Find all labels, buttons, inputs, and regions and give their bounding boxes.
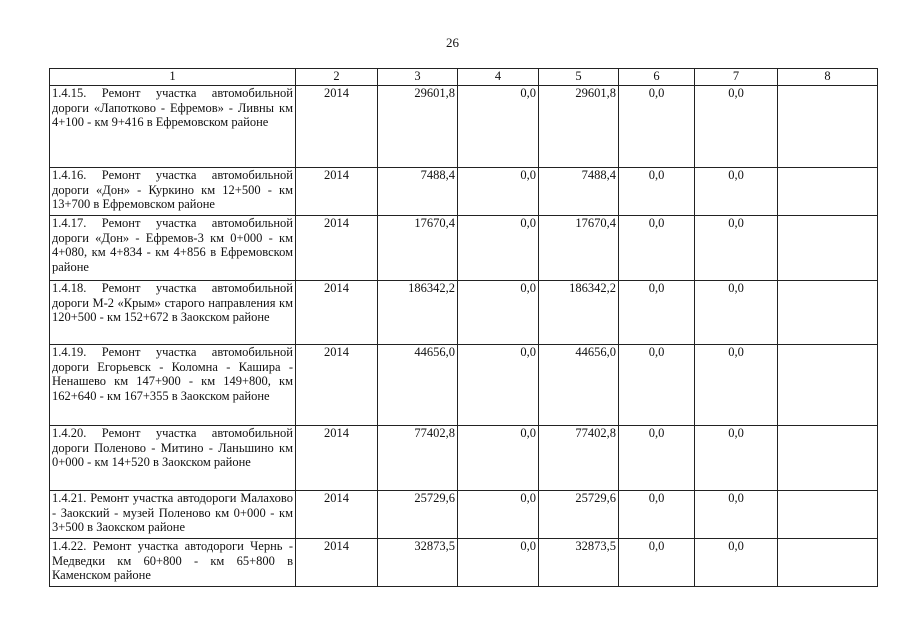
row-year: 2014 xyxy=(296,491,378,539)
program-table xyxy=(49,68,878,587)
row-col4: 0,0 xyxy=(458,491,539,539)
column-header-8: 8 xyxy=(778,69,878,86)
row-col3: 29601,8 xyxy=(378,86,458,168)
row-col8 xyxy=(778,168,878,216)
table-row xyxy=(50,86,878,168)
row-description: 1.4.22. Ремонт участка автодороги Чернь - Медведки км 60+800 - км 65+800 в Каменском районе xyxy=(50,539,296,587)
row-col7: 0,0 xyxy=(695,86,778,168)
row-col6: 0,0 xyxy=(619,281,695,345)
table-header-row xyxy=(50,69,878,86)
row-col3: 25729,6 xyxy=(378,491,458,539)
row-col7: 0,0 xyxy=(695,491,778,539)
row-col4: 0,0 xyxy=(458,539,539,587)
row-col8 xyxy=(778,345,878,426)
row-col6: 0,0 xyxy=(619,168,695,216)
row-col6: 0,0 xyxy=(619,491,695,539)
row-col4: 0,0 xyxy=(458,86,539,168)
row-year: 2014 xyxy=(296,426,378,491)
row-col3: 32873,5 xyxy=(378,539,458,587)
row-col8 xyxy=(778,426,878,491)
table-row xyxy=(50,281,878,345)
row-col5: 7488,4 xyxy=(539,168,619,216)
row-col7: 0,0 xyxy=(695,345,778,426)
row-col5: 25729,6 xyxy=(539,491,619,539)
row-col3: 77402,8 xyxy=(378,426,458,491)
row-col4: 0,0 xyxy=(458,168,539,216)
table-row xyxy=(50,539,878,587)
row-col5: 186342,2 xyxy=(539,281,619,345)
page-number: 26 xyxy=(446,35,459,50)
row-description: 1.4.20. Ремонт участка автомобильной дороги Поленово - Митино - Ланьшино км 0+000 - км 14+520 в Заокском районе xyxy=(50,426,296,491)
row-col4: 0,0 xyxy=(458,426,539,491)
table-row xyxy=(50,345,878,426)
column-header-4: 4 xyxy=(458,69,539,86)
row-col6: 0,0 xyxy=(619,345,695,426)
row-description: 1.4.15. Ремонт участка автомобильной дороги «Лапотково - Ефремов» - Ливны км 4+100 - км 9+416 в Ефремовском районе xyxy=(50,86,296,168)
row-col3: 7488,4 xyxy=(378,168,458,216)
row-col5: 17670,4 xyxy=(539,216,619,281)
row-col7: 0,0 xyxy=(695,216,778,281)
column-header-3: 3 xyxy=(378,69,458,86)
row-col7: 0,0 xyxy=(695,281,778,345)
row-col6: 0,0 xyxy=(619,539,695,587)
column-header-1: 1 xyxy=(50,69,296,86)
row-description: 1.4.19. Ремонт участка автомобильной дороги Егорьевск - Коломна - Кашира - Ненашево км 147+900 - км 149+800, км 162+640 - км 167+355 в Заокском районе xyxy=(50,345,296,426)
row-year: 2014 xyxy=(296,281,378,345)
row-year: 2014 xyxy=(296,539,378,587)
row-col8 xyxy=(778,491,878,539)
row-col4: 0,0 xyxy=(458,345,539,426)
row-col8 xyxy=(778,281,878,345)
row-col5: 44656,0 xyxy=(539,345,619,426)
row-col4: 0,0 xyxy=(458,216,539,281)
table-row xyxy=(50,216,878,281)
row-col5: 29601,8 xyxy=(539,86,619,168)
row-col3: 186342,2 xyxy=(378,281,458,345)
row-description: 1.4.16. Ремонт участка автомобильной дороги «Дон» - Куркино км 12+500 - км 13+700 в Ефремовском районе xyxy=(50,168,296,216)
column-header-7: 7 xyxy=(695,69,778,86)
row-col5: 77402,8 xyxy=(539,426,619,491)
row-col8 xyxy=(778,216,878,281)
row-col3: 44656,0 xyxy=(378,345,458,426)
column-header-6: 6 xyxy=(619,69,695,86)
row-col7: 0,0 xyxy=(695,426,778,491)
table-row xyxy=(50,168,878,216)
row-col6: 0,0 xyxy=(619,216,695,281)
row-year: 2014 xyxy=(296,168,378,216)
row-col5: 32873,5 xyxy=(539,539,619,587)
row-col8 xyxy=(778,539,878,587)
row-year: 2014 xyxy=(296,345,378,426)
row-col7: 0,0 xyxy=(695,539,778,587)
row-col3: 17670,4 xyxy=(378,216,458,281)
table-row xyxy=(50,491,878,539)
row-description: 1.4.17. Ремонт участка автомобильной дороги «Дон» - Ефремов-3 км 0+000 - км 4+080, км 4+834 - км 4+856 в Ефремовском районе xyxy=(50,216,296,281)
column-header-2: 2 xyxy=(296,69,378,86)
row-year: 2014 xyxy=(296,216,378,281)
row-col6: 0,0 xyxy=(619,86,695,168)
column-header-5: 5 xyxy=(539,69,619,86)
row-year: 2014 xyxy=(296,86,378,168)
row-description: 1.4.21. Ремонт участка автодороги Малахово - Заокский - музей Поленово км 0+000 - км 3+500 в Заокском районе xyxy=(50,491,296,539)
table-row xyxy=(50,426,878,491)
row-col6: 0,0 xyxy=(619,426,695,491)
row-col8 xyxy=(778,86,878,168)
row-description: 1.4.18. Ремонт участка автомобильной дороги М-2 «Крым» старого направления км 120+500 - км 152+672 в Заокском районе xyxy=(50,281,296,345)
row-col4: 0,0 xyxy=(458,281,539,345)
row-col7: 0,0 xyxy=(695,168,778,216)
